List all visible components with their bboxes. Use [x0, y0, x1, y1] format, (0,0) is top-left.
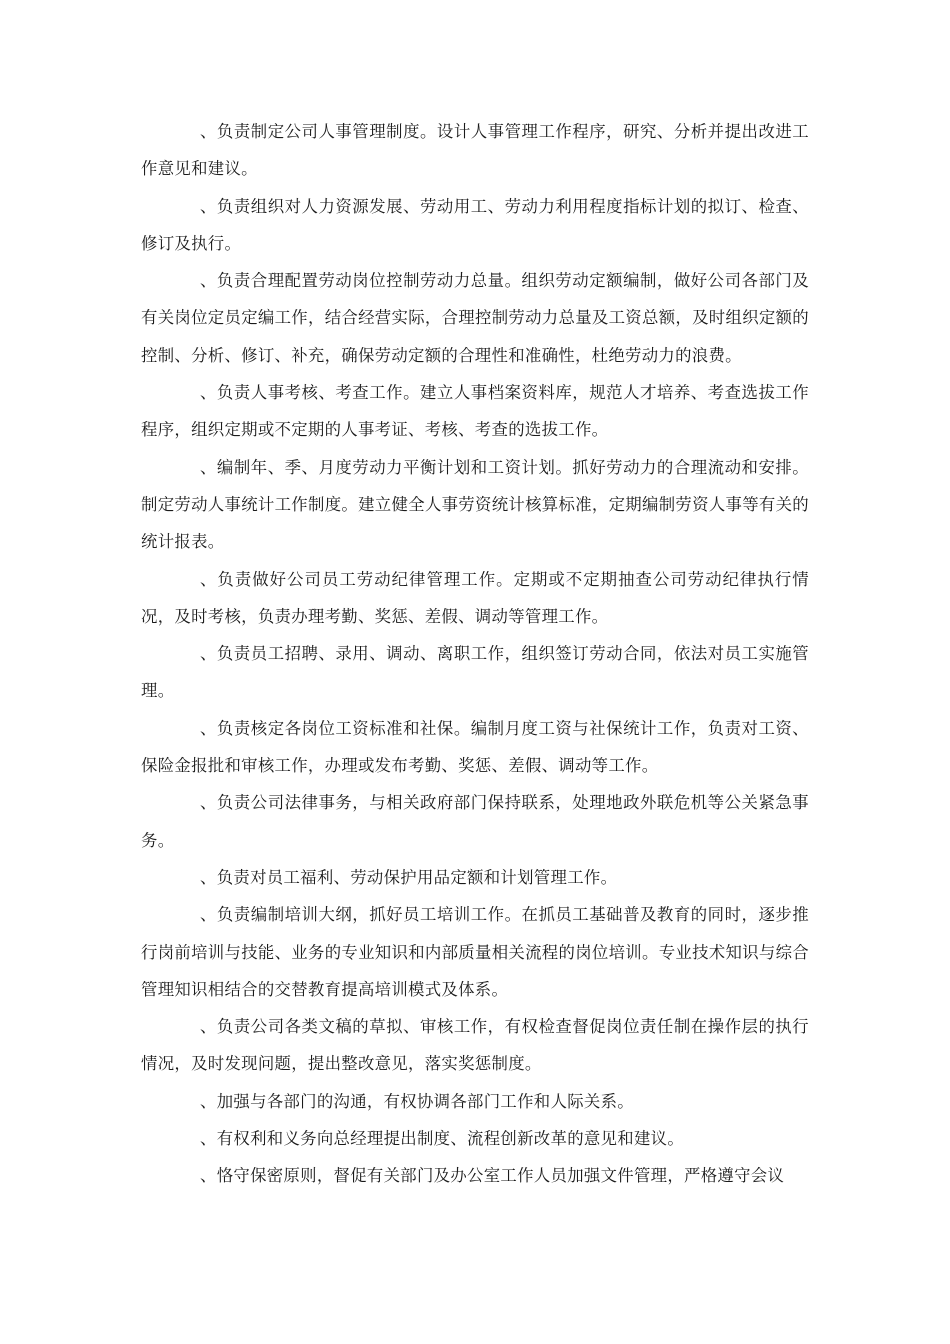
paragraph-11: 、负责编制培训大纲，抓好员工培训工作。在抓员工基础普及教育的同时，逐步推行岗前培训与技能、业务的专业知识和内部质量相关流程的岗位培训。专业技术知识与综合管理知识相结合的交替教育提高培训模式及体系。: [141, 905, 809, 999]
paragraph-14: 、有权利和义务向总经理提出制度、流程创新改革的意见和建议。: [200, 1129, 685, 1149]
paragraph-6: 、负责做好公司员工劳动纪律管理工作。定期或不定期抽查公司劳动纪律执行情况，及时考核，负责办理考勤、奖惩、差假、调动等管理工作。: [141, 569, 809, 626]
paragraph-3: 、负责合理配置劳动岗位控制劳动力总量。组织劳动定额编制，做好公司各部门及有关岗位定员定编工作，结合经营实际，合理控制劳动力总量及工资总额，及时组织定额的控制、分析、修订、补充，确保劳动定额的合理性和准确性，杜绝劳动力的浪费。: [141, 271, 809, 365]
paragraph-9: 、负责公司法律事务，与相关政府部门保持联系，处理地政外联危机等公关紧急事务。: [141, 793, 809, 850]
paragraph-10: 、负责对员工福利、劳动保护用品定额和计划管理工作。: [200, 867, 618, 887]
paragraph-8: 、负责核定各岗位工资标准和社保。编制月度工资与社保统计工作，负责对工资、保险金报批和审核工作，办理或发布考勤、奖惩、差假、调动等工作。: [141, 718, 809, 776]
paragraph-13: 、加强与各部门的沟通，有权协调各部门工作和人际关系。: [200, 1091, 634, 1111]
paragraph-1: 、负责制定公司人事管理制度。设计人事管理工作程序，研究、分析并提出改进工作意见和建议。: [141, 122, 809, 179]
paragraph-5: 、编制年、季、月度劳动力平衡计划和工资计划。抓好劳动力的合理流动和安排。制定劳动人事统计工作制度。建立健全人事劳资统计核算标准，定期编制劳资人事等有关的统计报表。: [141, 457, 809, 552]
document-body: [141, 113, 809, 1195]
paragraph-15: 、恪守保密原则，督促有关部门及办公室工作人员加强文件管理，严格遵守会议: [200, 1166, 785, 1186]
paragraph-7: 、负责员工招聘、录用、调动、离职工作，组织签订劳动合同，依法对员工实施管理。: [141, 644, 809, 701]
paragraph-4: 、负责人事考核、考查工作。建立人事档案资料库，规范人才培养、考查选拔工作程序，组织定期或不定期的人事考证、考核、考查的选拔工作。: [141, 383, 809, 440]
paragraph-12: 、负责公司各类文稿的草拟、审核工作，有权检查督促岗位责任制在操作层的执行情况，及时发现问题，提出整改意见，落实奖惩制度。: [141, 1017, 809, 1074]
paragraph-2: 、负责组织对人力资源发展、劳动用工、劳动力利用程度指标计划的拟订、检查、修订及执行。: [141, 196, 809, 253]
